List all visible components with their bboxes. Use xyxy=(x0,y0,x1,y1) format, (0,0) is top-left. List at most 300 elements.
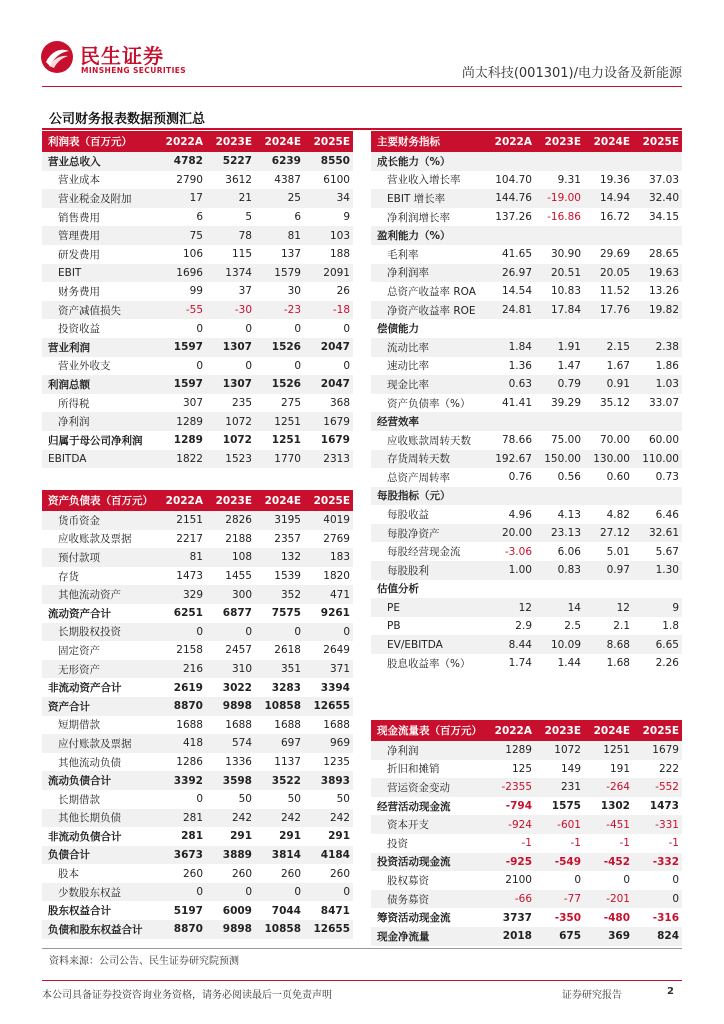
row-label: 现金比率 xyxy=(371,375,486,394)
cell-value: 3612 xyxy=(225,173,252,186)
cell-value: 30 xyxy=(287,285,301,298)
cell-value: 5227 xyxy=(206,152,255,171)
cell-value: 125 xyxy=(511,762,532,775)
cell-value: 9261 xyxy=(320,607,350,620)
cell-value: 3522 xyxy=(255,771,304,790)
cell-value: 24.81 xyxy=(486,301,535,320)
cell-value: 3598 xyxy=(206,771,255,790)
cell-value: 418 xyxy=(157,734,206,753)
cell-value: 9.31 xyxy=(557,173,581,186)
cell-value: 2217 xyxy=(176,532,203,545)
cell-value xyxy=(535,319,584,338)
cell-value: 1597 xyxy=(157,338,206,357)
cell-value: 21 xyxy=(206,189,255,208)
cell-value: 1579 xyxy=(255,264,304,283)
cell-value: 12655 xyxy=(304,697,353,716)
row-label: PB xyxy=(387,620,401,633)
cell-value: 1523 xyxy=(206,450,255,469)
row-label: 股东权益合计 xyxy=(48,905,111,918)
cell-value: 12 xyxy=(584,598,633,617)
row-label: 归属于母公司净利润 xyxy=(48,434,143,447)
cell-value: 675 xyxy=(535,927,584,946)
table-row xyxy=(42,623,353,642)
year-header: 2025E xyxy=(304,490,353,511)
cell-value: 1539 xyxy=(274,570,301,583)
cell-value: 1820 xyxy=(323,570,350,583)
table-row xyxy=(42,585,353,604)
row-label: 应收账款周转天数 xyxy=(387,434,471,447)
cell-value: 0.79 xyxy=(535,375,584,394)
row-label: 无形资产 xyxy=(42,660,157,679)
table-row xyxy=(371,357,682,376)
cell-value: 149 xyxy=(560,762,581,775)
cell-value: -1 xyxy=(619,837,630,850)
cell-value: 13.26 xyxy=(648,285,679,298)
cell-value: 2.26 xyxy=(655,657,679,670)
table-row xyxy=(371,524,682,543)
table-row xyxy=(42,357,353,376)
cell-value: 1473 xyxy=(649,800,679,813)
year-header: 2025E xyxy=(304,131,353,152)
cell-value: 0 xyxy=(196,793,203,806)
cell-value xyxy=(486,319,535,338)
table-row xyxy=(371,338,682,357)
cell-value: 104.70 xyxy=(495,173,532,186)
cell-value: 4782 xyxy=(157,152,206,171)
table-row xyxy=(371,580,682,599)
table-row xyxy=(371,226,682,245)
cell-value xyxy=(633,152,682,171)
row-label: 毛利率 xyxy=(387,248,419,261)
cell-value: 1251 xyxy=(271,434,301,447)
row-label: 财务费用 xyxy=(58,285,100,298)
page-number: 2 xyxy=(667,986,674,997)
cell-value: 697 xyxy=(255,734,304,753)
row-label: 流动比率 xyxy=(371,338,486,357)
cell-value: 99 xyxy=(189,285,203,298)
cell-value: 1.74 xyxy=(508,657,532,670)
cell-value: 1137 xyxy=(274,756,301,769)
cell-value: 0.63 xyxy=(486,375,535,394)
cell-value: 0 xyxy=(196,359,203,372)
cell-value: 3737 xyxy=(502,911,532,924)
table-row xyxy=(42,171,353,190)
cell-value: 35.12 xyxy=(599,397,630,410)
cell-value: 26.97 xyxy=(486,264,535,283)
cell-value: 75.00 xyxy=(550,434,581,447)
cell-value: -924 xyxy=(486,815,535,834)
row-label: 资产减值损失 xyxy=(42,301,157,320)
cell-value: 9 xyxy=(343,211,350,224)
cell-value: 351 xyxy=(255,660,304,679)
table-row xyxy=(42,375,353,394)
row-label: 净利润率 xyxy=(371,264,486,283)
cell-value: 2.9 xyxy=(515,620,532,633)
cell-value: 1072 xyxy=(535,741,584,760)
cell-value: 20.00 xyxy=(486,524,535,543)
table-header-row xyxy=(371,131,682,152)
cell-value: -16.86 xyxy=(547,211,581,224)
table-row xyxy=(42,901,353,920)
row-label: 总资产周转率 xyxy=(387,471,450,484)
cell-value: 3889 xyxy=(206,846,255,865)
cell-value: 3814 xyxy=(255,846,304,865)
cell-value: -331 xyxy=(633,815,682,834)
cell-value: 32.61 xyxy=(633,524,682,543)
cell-value: 0 xyxy=(245,359,252,372)
row-label: 其他流动负债 xyxy=(58,756,121,769)
table-row xyxy=(371,815,682,834)
cell-value: 2.15 xyxy=(584,338,633,357)
year-header: 2023E xyxy=(206,490,255,511)
table-row xyxy=(42,790,353,809)
cell-value: 37.03 xyxy=(648,173,679,186)
year-header: 2024E xyxy=(255,131,304,152)
row-label: 流动负债合计 xyxy=(42,771,157,790)
row-label: 利润总额 xyxy=(42,375,157,394)
cell-value: 0.76 xyxy=(508,471,532,484)
cell-value: 2047 xyxy=(304,338,353,357)
cell-value: 2313 xyxy=(304,450,353,469)
cell-value xyxy=(633,226,682,245)
cell-value: 1770 xyxy=(255,450,304,469)
cell-value: -2355 xyxy=(486,778,535,797)
cell-value: 4.96 xyxy=(508,508,532,521)
cell-value xyxy=(584,152,633,171)
cell-value: 1473 xyxy=(176,570,203,583)
row-label: 经营效率 xyxy=(371,412,486,431)
cell-value: 9898 xyxy=(206,697,255,716)
cell-value: 1688 xyxy=(323,718,350,731)
cell-value: 2618 xyxy=(274,644,301,657)
row-label: 筹资活动现金流 xyxy=(377,912,451,925)
income-statement-table xyxy=(42,131,353,468)
cell-value: 8.68 xyxy=(584,635,633,654)
cell-value: 0.91 xyxy=(584,375,633,394)
year-header: 2023E xyxy=(535,131,584,152)
cell-value: 20.51 xyxy=(535,264,584,283)
table-row xyxy=(371,871,682,890)
table-row xyxy=(371,778,682,797)
row-label: 每股股利 xyxy=(371,561,486,580)
cell-value: 188 xyxy=(329,248,350,261)
source-divider xyxy=(42,948,682,949)
cell-value xyxy=(584,412,633,431)
table-row xyxy=(42,716,353,735)
cell-value: 3283 xyxy=(271,681,301,694)
cell-value: 275 xyxy=(280,397,301,410)
cell-value: 0 xyxy=(157,883,206,902)
cell-value: 115 xyxy=(231,248,252,261)
table-row xyxy=(42,208,353,227)
cell-value: 183 xyxy=(304,548,353,567)
cell-value: 216 xyxy=(157,660,206,679)
year-header: 2023E xyxy=(206,131,255,152)
cell-value: 0 xyxy=(196,322,203,335)
cell-value: -552 xyxy=(633,778,682,797)
cell-value: 2790 xyxy=(176,173,203,186)
row-label: 折旧和摊销 xyxy=(387,763,440,776)
cell-value: 1251 xyxy=(255,412,304,431)
table-title: 资产负债表（百万元） xyxy=(42,490,157,511)
row-label: 少数股东权益 xyxy=(42,883,157,902)
row-label: 总资产收益率 ROA xyxy=(387,285,476,298)
cell-value: 1526 xyxy=(255,338,304,357)
table-title: 现金流量表（百万元） xyxy=(371,720,486,741)
row-label: 短期借款 xyxy=(58,719,100,732)
cell-value: 3195 xyxy=(255,511,304,530)
row-label: 投资收益 xyxy=(58,323,100,336)
cell-value: 6.46 xyxy=(655,508,679,521)
cell-value: -452 xyxy=(584,853,633,872)
table-row xyxy=(371,468,682,487)
cell-value: -332 xyxy=(633,853,682,872)
cell-value: 8870 xyxy=(157,920,206,939)
cell-value: 39.29 xyxy=(550,397,581,410)
cell-value: 81 xyxy=(255,226,304,245)
cell-value: 14.94 xyxy=(584,189,633,208)
cell-value: 1.47 xyxy=(557,359,581,372)
cash-flow-table xyxy=(371,720,682,946)
cell-value: -18 xyxy=(304,301,353,320)
cell-value: 2769 xyxy=(323,532,350,545)
cell-value: 371 xyxy=(304,660,353,679)
cell-value: 369 xyxy=(584,927,633,946)
table-row xyxy=(371,741,682,760)
cell-value: 9 xyxy=(633,598,682,617)
table-row xyxy=(371,208,682,227)
cell-value: 70.00 xyxy=(599,434,630,447)
cell-value: 1.84 xyxy=(486,338,535,357)
table-row xyxy=(42,450,353,469)
cell-value: 260 xyxy=(280,867,301,880)
row-label: EBITDA xyxy=(42,450,157,469)
report-type: 证券研究报告 xyxy=(562,990,622,1001)
cell-value: 191 xyxy=(609,762,630,775)
cell-value: 150.00 xyxy=(535,450,584,469)
table-row xyxy=(371,319,682,338)
disclaimer-note: 本公司具备证券投资咨询业务资格，请务必阅读最后一页免责声明 xyxy=(42,990,332,1001)
cell-value: 0 xyxy=(623,874,630,887)
cell-value xyxy=(535,226,584,245)
cell-value: 6009 xyxy=(222,904,252,917)
cell-value: -480 xyxy=(603,911,630,924)
cell-value: 6 xyxy=(196,211,203,224)
row-label: 资本开支 xyxy=(371,815,486,834)
cell-value: 26 xyxy=(336,285,350,298)
cell-value: 2018 xyxy=(486,927,535,946)
cell-value: 1688 xyxy=(274,718,301,731)
cell-value: 0.56 xyxy=(557,471,581,484)
table-row xyxy=(42,846,353,865)
row-label: 预付款项 xyxy=(42,548,157,567)
year-header: 2023E xyxy=(535,720,584,741)
table-row xyxy=(42,245,353,264)
cell-value xyxy=(633,580,682,599)
cell-value: -601 xyxy=(535,815,584,834)
cell-value: 6251 xyxy=(173,607,203,620)
year-header: 2024E xyxy=(255,490,304,511)
cell-value: 2.5 xyxy=(564,620,581,633)
cell-value: 1688 xyxy=(176,718,203,731)
cell-value: 108 xyxy=(206,548,255,567)
cell-value: -794 xyxy=(505,800,532,813)
cell-value: 19.82 xyxy=(633,301,682,320)
row-label: 每股净资产 xyxy=(371,524,486,543)
cell-value: 310 xyxy=(206,660,255,679)
cell-value: 222 xyxy=(658,762,679,775)
cell-value: 110.00 xyxy=(633,450,682,469)
logo-text: 民生证券 xyxy=(80,44,164,68)
row-label: 净利润 xyxy=(371,741,486,760)
cell-value: 60.00 xyxy=(648,434,679,447)
cell-value: 1374 xyxy=(206,264,255,283)
cell-value xyxy=(486,487,535,506)
table-row xyxy=(42,282,353,301)
cell-value: -316 xyxy=(652,911,679,924)
cell-value: 17 xyxy=(157,189,206,208)
cell-value: 2649 xyxy=(323,644,350,657)
cell-value: -55 xyxy=(157,301,206,320)
cell-value: 1307 xyxy=(206,375,255,394)
table-row xyxy=(42,864,353,883)
row-label: 盈利能力（%） xyxy=(371,226,486,245)
cell-value: -925 xyxy=(486,853,535,872)
table-row xyxy=(371,152,682,171)
cell-value: 1.8 xyxy=(662,620,679,633)
cell-value: 368 xyxy=(329,397,350,410)
cell-value: 242 xyxy=(255,809,304,828)
cell-value: 2.1 xyxy=(613,620,630,633)
cell-value: 824 xyxy=(633,927,682,946)
table-row xyxy=(371,890,682,909)
cell-value: -1 xyxy=(521,837,532,850)
cell-value: 471 xyxy=(304,585,353,604)
cell-value: 37 xyxy=(238,285,252,298)
cell-value: 2.38 xyxy=(633,338,682,357)
cell-value: 6239 xyxy=(255,152,304,171)
cell-value: 1455 xyxy=(225,570,252,583)
year-header: 2025E xyxy=(633,131,682,152)
table-row xyxy=(42,660,353,679)
row-label: 资产合计 xyxy=(42,697,157,716)
cell-value xyxy=(584,226,633,245)
row-label: 其他长期负债 xyxy=(42,809,157,828)
cell-value: 260 xyxy=(182,867,203,880)
cell-value: 33.07 xyxy=(648,397,679,410)
cell-value: 1235 xyxy=(323,756,350,769)
cell-value: 1.68 xyxy=(606,657,630,670)
row-label: 营业税金及附加 xyxy=(42,189,157,208)
cell-value xyxy=(535,580,584,599)
year-header: 2022A xyxy=(486,131,535,152)
cell-value: 231 xyxy=(535,778,584,797)
row-label: 经营活动现金流 xyxy=(377,800,451,813)
row-label: 债务募资 xyxy=(371,890,486,909)
cell-value: 1289 xyxy=(157,412,206,431)
cell-value: 32.40 xyxy=(633,189,682,208)
cell-value: -201 xyxy=(584,890,633,909)
row-label: 非流动资产合计 xyxy=(48,682,122,695)
table-row xyxy=(42,412,353,431)
cell-value: 329 xyxy=(157,585,206,604)
cell-value: 2457 xyxy=(225,644,252,657)
table-row xyxy=(42,319,353,338)
cell-value: 1286 xyxy=(176,756,203,769)
table-row xyxy=(371,412,682,431)
row-label: 每股经营现金流 xyxy=(387,546,461,559)
table-row xyxy=(42,301,353,320)
table-row xyxy=(42,809,353,828)
cell-value xyxy=(633,487,682,506)
table-row xyxy=(371,264,682,283)
cell-value: 1.30 xyxy=(633,561,682,580)
cell-value: 2100 xyxy=(505,874,532,887)
cell-value: 75 xyxy=(157,226,206,245)
cell-value: 235 xyxy=(231,397,252,410)
cell-value: 0 xyxy=(294,322,301,335)
row-label: 长期借款 xyxy=(58,793,100,806)
row-label: 长期股权投资 xyxy=(42,623,157,642)
row-label: 净利润增长率 xyxy=(387,211,450,224)
table-row xyxy=(371,282,682,301)
table-row xyxy=(42,734,353,753)
row-label: 投资活动现金流 xyxy=(371,853,486,872)
cell-value: 0 xyxy=(294,359,301,372)
cell-value: 0 xyxy=(304,623,353,642)
table-row xyxy=(371,431,682,450)
row-label: 每股收益 xyxy=(387,509,429,522)
cell-value: 3392 xyxy=(157,771,206,790)
cell-value: 4.82 xyxy=(606,508,630,521)
cell-value: 2357 xyxy=(274,532,301,545)
cell-value: 4387 xyxy=(274,173,301,186)
cell-value: 352 xyxy=(255,585,304,604)
cell-value: 281 xyxy=(181,830,203,843)
table-row xyxy=(42,641,353,660)
row-label: 偿债能力 xyxy=(377,323,419,336)
cell-value: 2188 xyxy=(225,532,252,545)
cell-value: 2158 xyxy=(176,644,203,657)
cell-value: 1696 xyxy=(157,264,206,283)
table-row xyxy=(371,394,682,413)
cell-value: 137 xyxy=(280,248,301,261)
cell-value: 0 xyxy=(304,883,353,902)
cell-value: 30.90 xyxy=(550,248,581,261)
row-label: 投资 xyxy=(387,837,408,850)
cell-value: 8471 xyxy=(320,904,350,917)
table-row xyxy=(371,598,682,617)
table-row xyxy=(371,505,682,524)
row-label: 净资产收益率 ROE xyxy=(371,301,486,320)
cell-value: 0 xyxy=(255,883,304,902)
cell-value: 1679 xyxy=(320,434,350,447)
cell-value: 10858 xyxy=(255,697,304,716)
cell-value: 0 xyxy=(206,883,255,902)
cell-value xyxy=(633,319,682,338)
cell-value: 1072 xyxy=(222,434,252,447)
cell-value: 11.52 xyxy=(599,285,630,298)
table-row xyxy=(42,567,353,586)
cell-value: 0.97 xyxy=(584,561,633,580)
cell-value: -77 xyxy=(535,890,584,909)
cell-value: 192.67 xyxy=(486,450,535,469)
row-label: EBIT 增长率 xyxy=(371,189,486,208)
cell-value: 34.15 xyxy=(648,211,679,224)
cell-value: 2047 xyxy=(304,375,353,394)
cell-value: 1.86 xyxy=(655,359,679,372)
cell-value: 10858 xyxy=(255,920,304,939)
